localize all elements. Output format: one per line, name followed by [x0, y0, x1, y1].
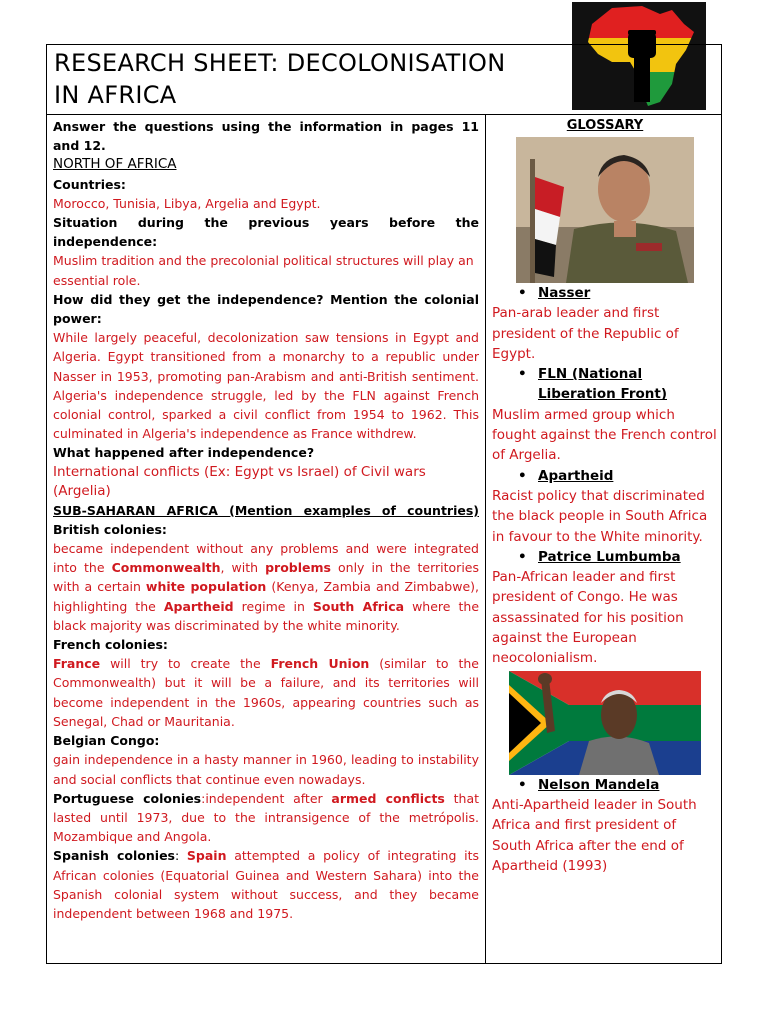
glossary-def-apartheid: Racist policy that discriminated the black people in South Africa in favour to the White minority.	[492, 487, 708, 545]
subsaharan-heading: SUB-SAHARAN AFRICA (Mention examples of countries)	[53, 502, 479, 518]
portuguese-block: Portuguese colonies:independent after armed conflicts that lasted until 1973, due to the intransigence of the metrópolis. Mozambique and Angola.	[53, 790, 480, 845]
french-question: French colonies:	[53, 637, 168, 653]
how-question: How did they get the independence? Mention the colonial power:	[53, 291, 479, 327]
how-answer: While largely peaceful, decolonization saw tensions in Egypt and Algeria. Egypt transitioned from a monarchy to a republic under Nasser in 1953, promoting pan-Arabism and anti-British sentiment. Algeria's independence struggle, led by the FLN against French colonial control, sparked a civil conflict from 1954 to 1962. This culminated in Algeria's independence as France withdrew.	[53, 330, 479, 442]
glossary-title: GLOSSARY	[566, 118, 644, 133]
questions-column	[53, 117, 479, 923]
belgian-answer: gain independence in a hasty manner in 1960, leading to instability and social conflicts that continue even nowadays.	[53, 752, 479, 787]
glossary-def-nasser: Pan-arab leader and first president of the Republic of Egypt.	[492, 305, 679, 362]
column-divider	[485, 115, 486, 963]
british-question: British colonies:	[53, 521, 167, 537]
glossary-column	[492, 117, 718, 876]
situation-answer: Muslim tradition and the precolonial political structures will play an essential role.	[53, 253, 474, 288]
mandela-photo	[509, 671, 701, 775]
north-heading: NORTH OF AFRICA	[53, 156, 177, 173]
spanish-block: Spanish colonies: Spain attempted a policy of integrating its African colonies (Equatorial Guinea and Western Sahara) into the Spanish colonial system without success, and they became independent between 1968 and 1975.	[53, 848, 479, 921]
glossary-def-fln: Muslim armed group which fought against the French control of Argelia.	[492, 406, 717, 464]
glossary-term-mandela: • Nelson Mandela	[518, 776, 660, 793]
intro-text: Answer the questions using the information in pages 11 and 12.	[53, 119, 479, 154]
countries-answer: Morocco, Tunisia, Libya, Argelia and Egypt.	[53, 195, 321, 211]
belgian-question: Belgian Congo:	[53, 733, 160, 749]
glossary-term-nasser: • Nasser	[518, 285, 591, 301]
after-answer: International conflicts (Ex: Egypt vs Israel) of Civil wars (Argelia)	[53, 463, 426, 499]
french-answer: France will try to create the French Union (similar to the Commonwealth) but it will be a failure, and its territories will become independent in the 1960s, appearing countries such as Senegal, Chad or Mauritania.	[53, 656, 479, 729]
research-sheet	[46, 44, 722, 964]
page-title: RESEARCH SHEET: DECOLONISATION IN AFRICA	[47, 45, 721, 115]
glossary-def-mandela: Anti-Apartheid leader in South Africa and first president of South Africa after the end of Apartheid (1993)	[492, 796, 697, 874]
glossary-def-lumbumba: Pan-African leader and first president of Congo. He was assassinated for his position against the European neocolonialism.	[492, 569, 684, 667]
nasser-photo	[516, 137, 694, 283]
situation-question: Situation during the previous years before the independence:	[53, 215, 479, 250]
glossary-term-fln: • FLN (National Liberation Front)	[518, 366, 668, 403]
british-answer: became independent without any problems and were integrated into the Commonwealth, with problems only in the territories with a certain white population (Kenya, Zambia and Zimbabwe), highlighting the Apartheid regime in South Africa where the black majority was discriminated by the white minority.	[53, 541, 480, 633]
after-question: What happened after independence?	[53, 445, 315, 461]
countries-question: Countries:	[53, 176, 126, 192]
glossary-term-lumbumba: • Patrice Lumbumba	[518, 548, 681, 565]
glossary-term-apartheid: • Apartheid	[518, 467, 614, 484]
